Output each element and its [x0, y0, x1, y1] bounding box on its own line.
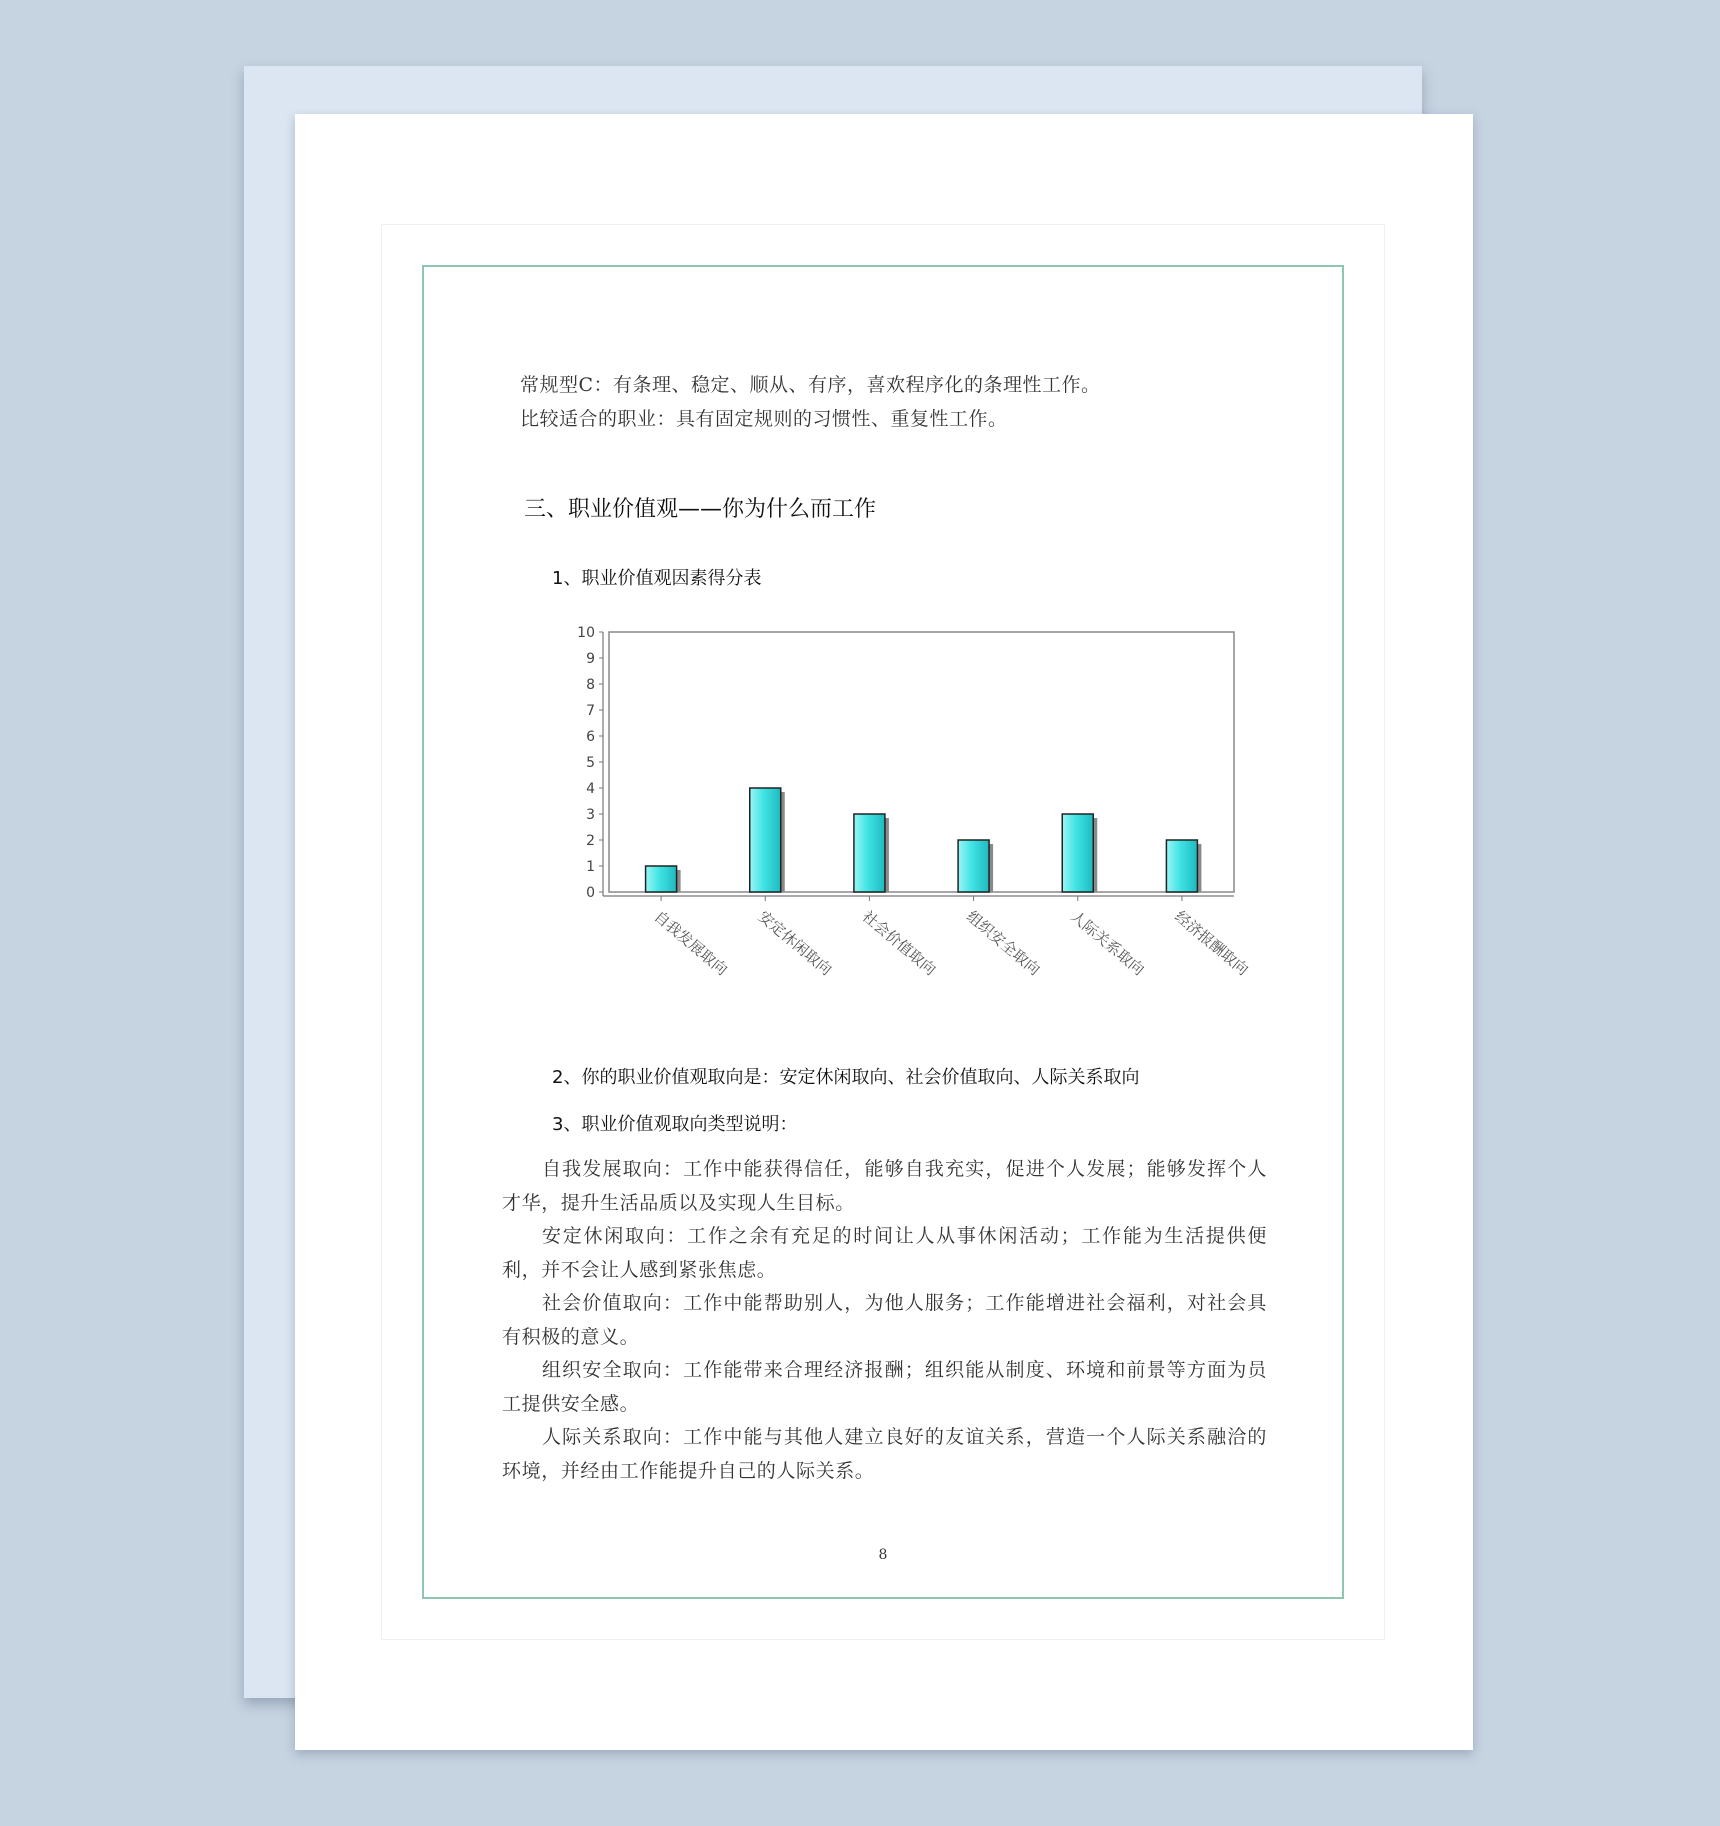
paragraph-social-value: 社会价值取向：工作中能帮助别人，为他人服务；工作能增进社会福利，对社会具有积极的意义。: [502, 1292, 1267, 1348]
chart-bar: [1166, 840, 1197, 892]
chart-bar: [854, 814, 885, 892]
chart-x-tick-label: 组织安全取向: [963, 907, 1044, 979]
chart-y-tick-label: 8: [586, 677, 595, 693]
chart-plot-frame: [609, 632, 1234, 892]
chart-x-tick-label: 自我发展取向: [650, 907, 732, 979]
chart-bar: [646, 866, 677, 892]
chart-x-tick-label: 社会价值取向: [858, 907, 940, 979]
chart-y-tick-label: 7: [586, 703, 595, 719]
chart-y-tick-label: 1: [586, 859, 595, 875]
chart-bar: [958, 840, 989, 892]
chart-y-tick-label: 4: [586, 781, 595, 797]
intro-line-2: 比较适合的职业：具有固定规则的习惯性、重复性工作。: [520, 408, 1008, 430]
chart-x-tick-label: 人际关系取向: [1067, 907, 1148, 979]
chart-x-tick-label: 安定休闲取向: [754, 907, 836, 979]
value-score-bar-chart: [554, 622, 1254, 1002]
paragraph-stable-leisure: 安定休闲取向：工作之余有充足的时间让人从事休闲活动；工作能为生活提供便利，并不会让人感到紧张焦虑。: [502, 1225, 1267, 1281]
document-page: [295, 114, 1473, 1750]
chart-bar: [750, 788, 781, 892]
subheading-type-explanation: 3、职业价值观取向类型说明：: [552, 1114, 798, 1135]
chart-y-tick-label: 2: [586, 833, 595, 849]
page-inner: [381, 224, 1385, 1640]
intro-line-1: 常规型C：有条理、稳定、顺从、有序，喜欢程序化的条理性工作。: [520, 374, 1101, 396]
section-title: 三、职业价值观——你为什么而工作: [524, 497, 877, 522]
chart-y-tick-label: 3: [586, 807, 595, 823]
page-content: [424, 267, 1342, 1597]
subheading-score-table: 1、职业价值观因素得分表: [552, 568, 762, 589]
chart-y-tick-label: 10: [577, 625, 595, 641]
chart-y-tick-label: 6: [586, 729, 595, 745]
paragraph-organization-security: 组织安全取向：工作能带来合理经济报酬；组织能从制度、环境和前景等方面为员工提供安全感。: [502, 1359, 1267, 1415]
chart-x-tick-label: 经济报酬取向: [1171, 907, 1252, 979]
chart-y-tick-label: 5: [586, 755, 595, 771]
chart-bar: [1062, 814, 1093, 892]
chart-y-tick-label: 9: [586, 651, 595, 667]
subheading-orientation-result: 2、你的职业价值观取向是：安定休闲取向、社会价值取向、人际关系取向: [552, 1067, 1140, 1088]
paragraph-interpersonal: 人际关系取向：工作中能与其他人建立良好的友谊关系，营造一个人际关系融洽的环境，并经由工作能提升自己的人际关系。: [502, 1426, 1267, 1482]
chart-y-tick-label: 0: [586, 885, 595, 901]
paragraph-self-development: 自我发展取向：工作中能获得信任，能够自我充实，促进个人发展；能够发挥个人才华，提升生活品质以及实现人生目标。: [502, 1158, 1267, 1214]
page-number: 8: [878, 1547, 888, 1563]
page-border-frame: [422, 265, 1344, 1599]
